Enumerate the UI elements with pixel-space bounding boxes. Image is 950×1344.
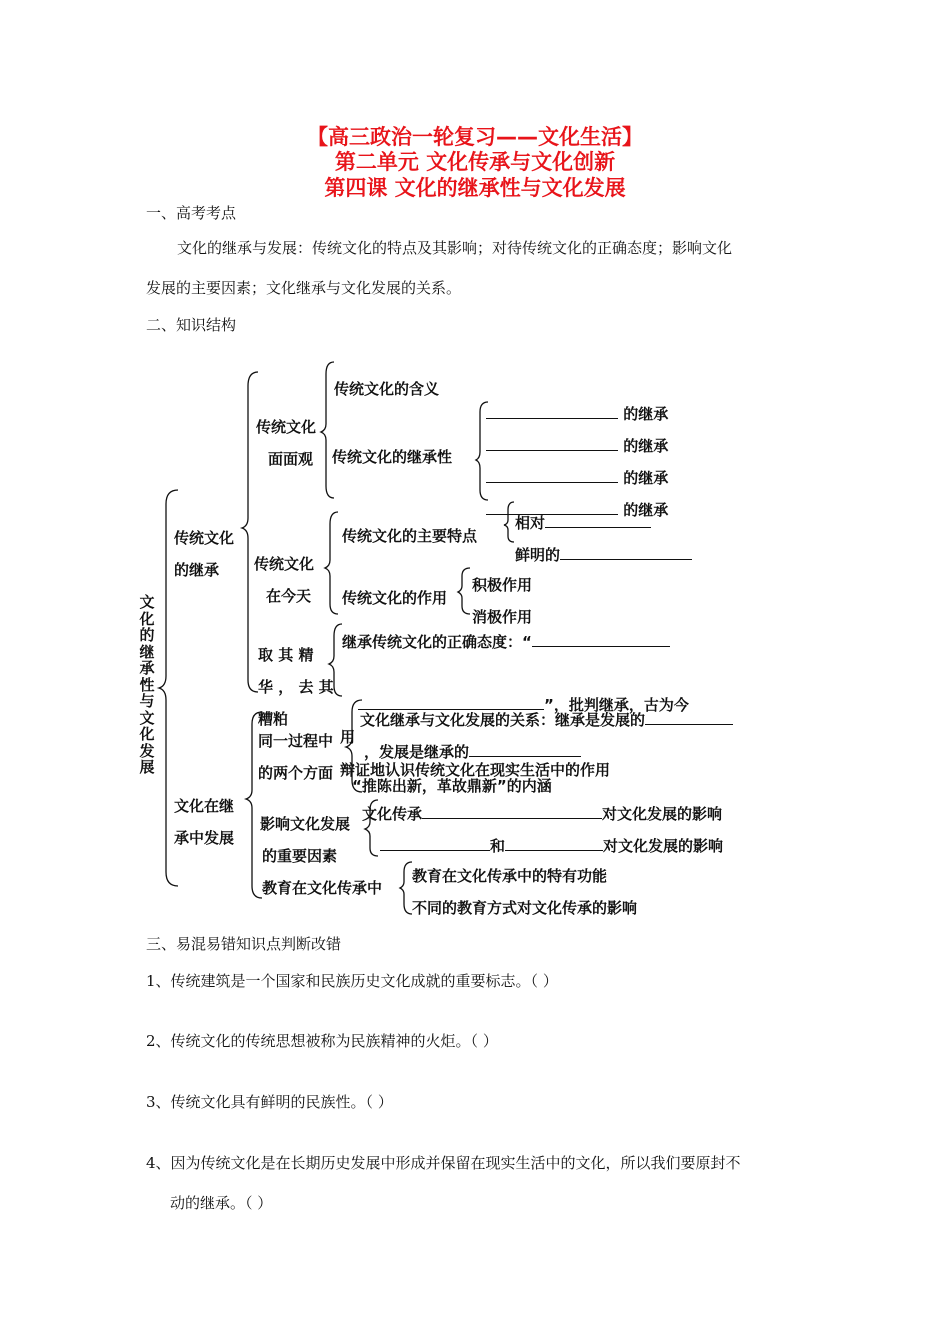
node-use: 用 xyxy=(340,728,356,746)
section1-body-line2: 发展的主要因素；文化继承与文化发展的关系。 xyxy=(146,279,462,297)
node-transmission: 文化传承 对文化发展的影响 xyxy=(362,805,723,823)
node-relative: 相对 xyxy=(515,513,651,533)
node-develop: 文化在继承中发展 xyxy=(174,797,235,847)
node-face-a: 传统文化 xyxy=(256,418,317,436)
node-essence-2: 华 ， 去 其 xyxy=(258,678,334,696)
node-process-2: 的两个方面 xyxy=(258,764,334,782)
node-process-1: 同一过程中 xyxy=(258,732,334,750)
question-1: 1、传统建筑是一个国家和民族历史文化成就的重要标志。（ ） xyxy=(146,972,558,990)
node-essence-3: 糟粕 xyxy=(258,710,289,728)
node-negative: 消极作用 xyxy=(472,608,533,626)
node-distinct: 鲜明的 xyxy=(515,545,692,565)
node-face-b: 面面观 xyxy=(268,450,314,468)
question-3: 3、传统文化具有鲜明的民族性。（ ） xyxy=(146,1093,393,1111)
node-positive: 积极作用 xyxy=(472,576,533,594)
node-factors-1: 影响文化发展 xyxy=(260,815,351,833)
doc-title-line3: 第四课 文化的继承性与文化发展 xyxy=(324,176,626,200)
node-edu-role: 教育在文化传承中的特有功能 xyxy=(412,867,608,885)
node-relation-2: ，发展是继承的 xyxy=(364,742,581,762)
node-role: 传统文化的作用 xyxy=(342,589,448,607)
node-essence-1: 取 其 精 xyxy=(258,646,314,664)
question-4-line2: 动的继承。（ ） xyxy=(170,1194,273,1212)
node-features: 传统文化的主要特点 xyxy=(342,527,478,545)
node-attitude-end: ”，批判继承，古为今 xyxy=(358,695,689,715)
node-today-a: 传统文化 xyxy=(254,555,315,573)
section2-heading: 二、知识结构 xyxy=(146,316,237,334)
blank-inherit-4: 的继承 xyxy=(486,500,668,520)
doc-title-line2: 第二单元 文化传承与文化创新 xyxy=(334,150,616,174)
question-2: 2、传统文化的传统思想被称为民族精神的火炬。（ ） xyxy=(146,1032,498,1050)
node-dialectic: 辩证地认识传统文化在现实生活中的作用 xyxy=(340,761,611,779)
section3-heading: 三、易混易错知识点判断改错 xyxy=(146,935,342,953)
node-edu-way: 不同的教育方式对文化传承的影响 xyxy=(412,899,638,917)
node-attitude: 继承传统文化的正确态度：“ xyxy=(342,632,670,652)
node-motto: “推陈出新，革故鼎新”的内涵 xyxy=(352,777,552,795)
node-today-b: 在今天 xyxy=(266,587,312,605)
node-factors-2: 的重要因素 xyxy=(262,847,338,865)
blank-inherit-1: 的继承 xyxy=(486,404,668,424)
section1-body-line1: 文化的继承与发展：传统文化的特点及其影响；对待传统文化的正确态度；影响文化 xyxy=(177,239,733,257)
node-and: 和 对文化发展的影响 xyxy=(380,836,723,856)
node-meaning: 传统文化的含义 xyxy=(334,380,440,398)
node-education: 教育在文化传承中 xyxy=(262,879,383,897)
doc-title-line1: 【高三政治一轮复习——文化生活】 xyxy=(307,125,643,149)
structure-root: 文化的继承性与文化发展 xyxy=(139,593,155,776)
node-relation: 文化继承与文化发展的关系：继承是发展的 xyxy=(360,710,733,730)
blank-inherit-2: 的继承 xyxy=(486,436,668,456)
question-4-line1: 4、因为传统文化是在长期历史发展中形成并保留在现实生活中的文化，所以我们要原封不 xyxy=(146,1154,741,1172)
section1-heading: 一、高考考点 xyxy=(146,204,237,222)
blank-inherit-3: 的继承 xyxy=(486,468,668,488)
node-inherit: 传统文化的继承 xyxy=(174,529,235,579)
node-inheritance: 传统文化的继承性 xyxy=(332,448,453,466)
